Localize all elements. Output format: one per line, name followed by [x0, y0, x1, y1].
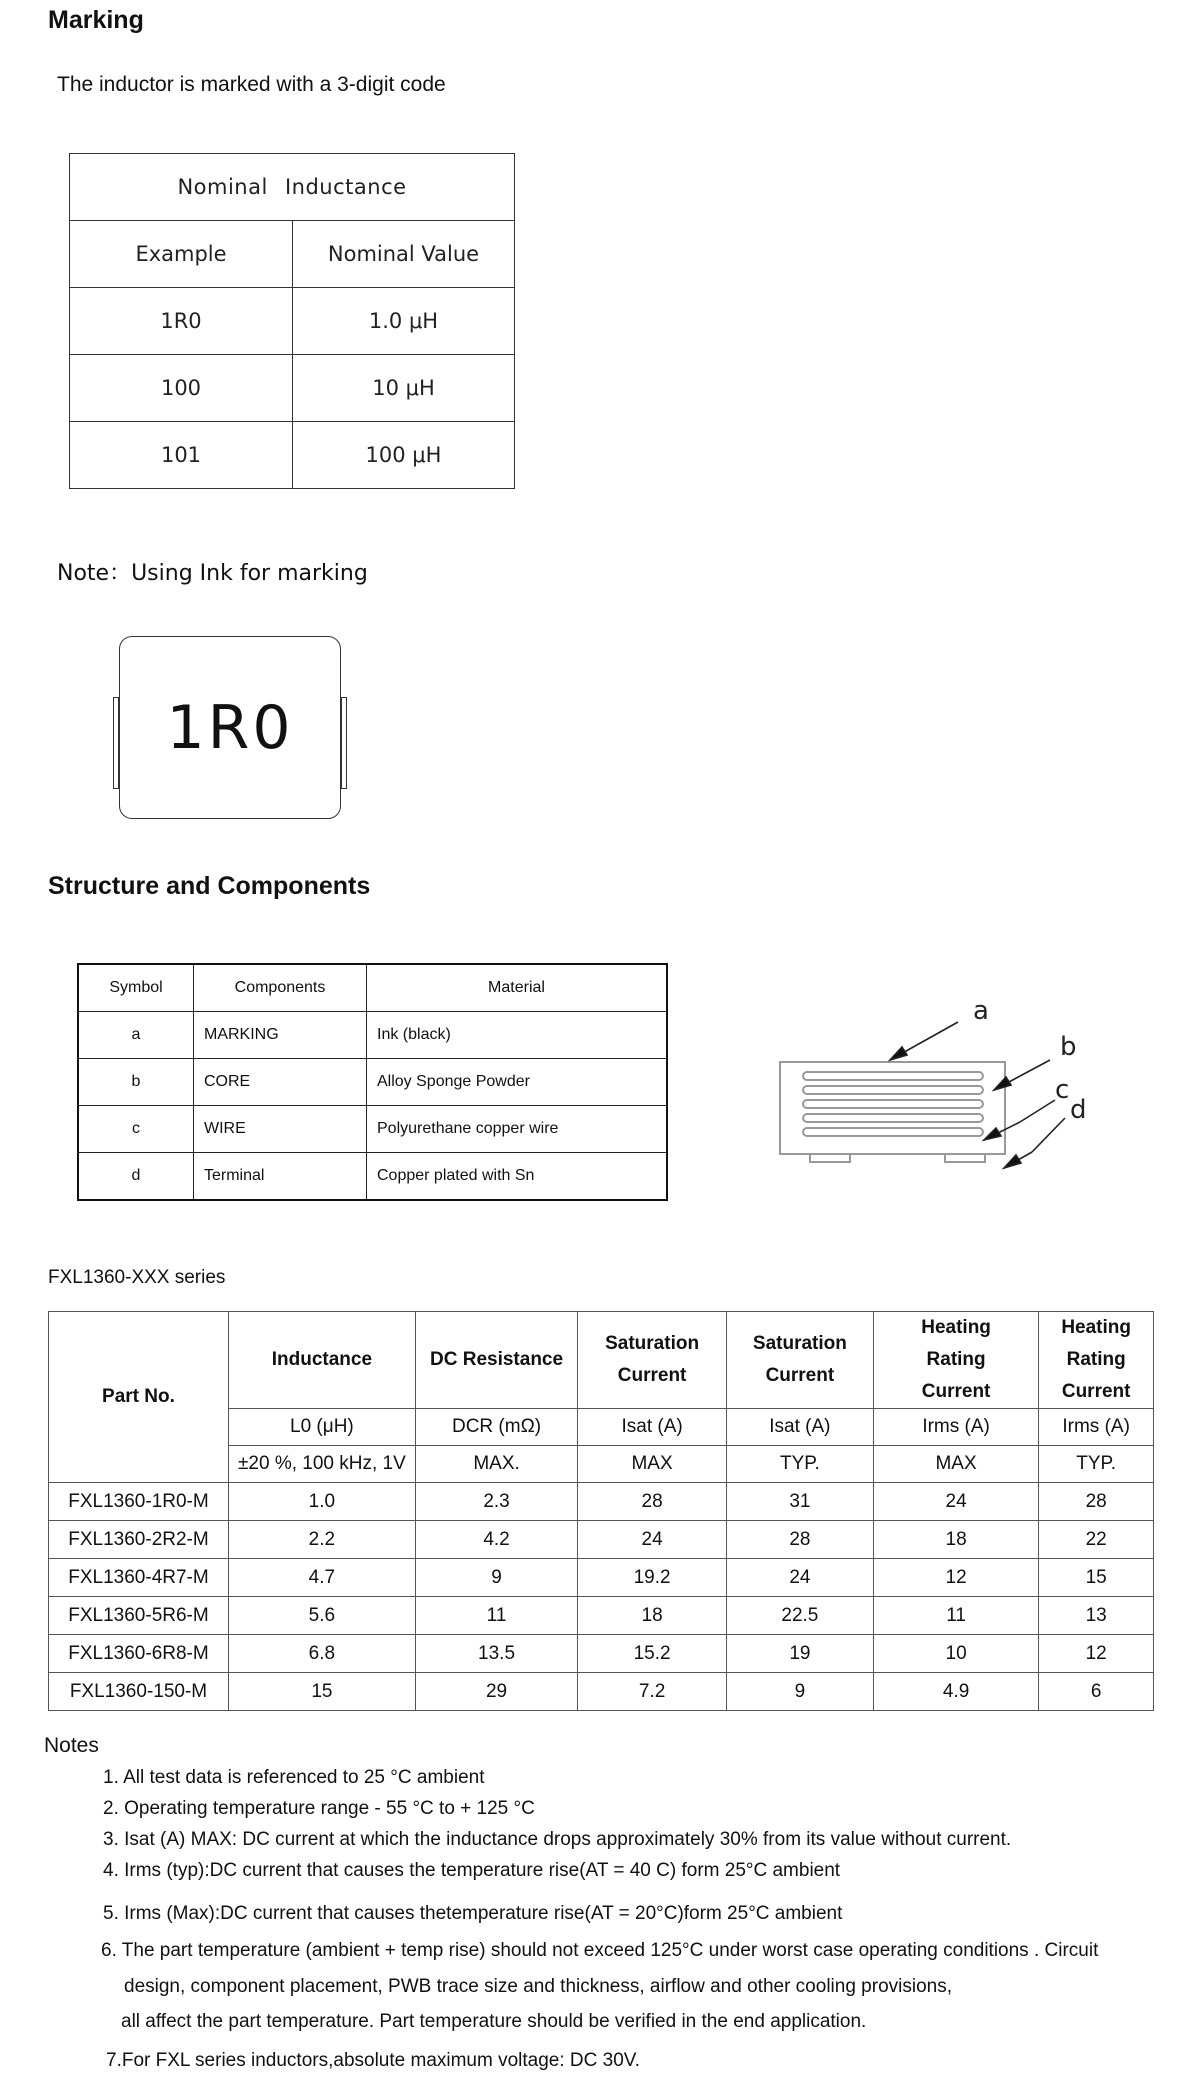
table-cell: 9 — [726, 1673, 873, 1711]
diagram-winding — [803, 1114, 983, 1122]
unit-cell: Irms (A) — [1039, 1409, 1154, 1446]
condition-cell: ±20 %, 100 kHz, 1V — [228, 1446, 415, 1483]
table-cell: 1R0 — [70, 288, 293, 355]
table-row — [49, 1312, 1154, 1409]
table-cell: 28 — [726, 1521, 873, 1559]
condition-cell: TYP. — [1039, 1446, 1154, 1483]
part-number-cell: FXL1360-150-M — [49, 1673, 229, 1711]
table-cell: 2.2 — [228, 1521, 415, 1559]
table-row — [49, 1597, 1154, 1635]
unit-cell: DCR (mΩ) — [415, 1409, 577, 1446]
table-cell: 100 μH — [293, 422, 515, 489]
note-item-continued: design, component placement, PWB trace size and thickness, airflow and other cooling provisions, — [124, 1976, 952, 1997]
table-row — [70, 154, 515, 221]
structure-components-table — [77, 963, 668, 1201]
table-cell: a — [78, 1012, 194, 1059]
chip-terminal-right — [341, 697, 347, 789]
note-item: 3. Isat (A) MAX: DC current at which the inductance drops approximately 30% from its value without current. — [103, 1829, 1012, 1850]
condition-cell: TYP. — [726, 1446, 873, 1483]
table-row — [78, 964, 667, 1012]
column-header-inductance: Inductance — [228, 1312, 415, 1409]
diagram-winding — [803, 1086, 983, 1094]
table-row — [49, 1483, 1154, 1521]
unit-cell: Irms (A) — [873, 1409, 1038, 1446]
note-item: 2. Operating temperature range - 55 °C to + 125 °C — [103, 1798, 535, 1819]
diagram-label-d: d — [1070, 1095, 1087, 1125]
condition-cell: MAX. — [415, 1446, 577, 1483]
condition-cell: MAX — [873, 1446, 1038, 1483]
part-number-cell: FXL1360-2R2-M — [49, 1521, 229, 1559]
table-cell: 4.9 — [873, 1673, 1038, 1711]
table-cell: 28 — [1039, 1483, 1154, 1521]
structure-heading: Structure and Components — [48, 872, 371, 900]
table-cell: d — [78, 1153, 194, 1201]
diagram-label-b: b — [1060, 1032, 1077, 1062]
table-cell: 4.7 — [228, 1559, 415, 1597]
notes-heading: Notes — [44, 1734, 99, 1757]
chip-marking-code: 1R0 — [166, 692, 294, 763]
table-cell: 13.5 — [415, 1635, 577, 1673]
series-title: FXL1360-XXX series — [48, 1267, 226, 1288]
diagram-terminal-left — [810, 1154, 850, 1162]
table-cell: 18 — [578, 1597, 727, 1635]
table-cell: 24 — [726, 1559, 873, 1597]
note-item: 7.For FXL series inductors,absolute maximum voltage: DC 30V. — [106, 2050, 640, 2071]
table-cell: 12 — [1039, 1635, 1154, 1673]
column-header-example: Example — [70, 221, 293, 288]
column-header-part-no: Part No. — [49, 1312, 229, 1483]
unit-cell: L0 (μH) — [228, 1409, 415, 1446]
table-cell: 15 — [1039, 1559, 1154, 1597]
arrowhead-b — [994, 1077, 1011, 1090]
table-cell: 15 — [228, 1673, 415, 1711]
diagram-winding — [803, 1100, 983, 1108]
table-cell: 7.2 — [578, 1673, 727, 1711]
table-row — [78, 1106, 667, 1153]
unit-cell: Isat (A) — [726, 1409, 873, 1446]
table-row — [78, 1012, 667, 1059]
table-cell: 1.0 μH — [293, 288, 515, 355]
arrowhead-a — [890, 1047, 907, 1060]
electrical-characteristics-table — [48, 1311, 1154, 1711]
inductor-cross-section-diagram — [770, 990, 1110, 1180]
diagram-terminal-right — [945, 1154, 985, 1162]
table-row — [49, 1521, 1154, 1559]
table-cell: 11 — [415, 1597, 577, 1635]
arrowhead-d — [1004, 1155, 1021, 1168]
table-cell: b — [78, 1059, 194, 1106]
table-cell: 15.2 — [578, 1635, 727, 1673]
table-cell: 100 — [70, 355, 293, 422]
table-cell: MARKING — [194, 1012, 367, 1059]
table-cell: 28 — [578, 1483, 727, 1521]
table-row — [78, 1059, 667, 1106]
table-cell: 5.6 — [228, 1597, 415, 1635]
table-cell: 24 — [578, 1521, 727, 1559]
table-cell: c — [78, 1106, 194, 1153]
part-number-cell: FXL1360-5R6-M — [49, 1597, 229, 1635]
table-cell: WIRE — [194, 1106, 367, 1153]
marking-heading: Marking — [48, 6, 144, 34]
note-item: 1. All test data is referenced to 25 °C ambient — [103, 1767, 485, 1788]
diagram-winding — [803, 1072, 983, 1080]
column-header-symbol: Symbol — [78, 964, 194, 1012]
table-row — [70, 221, 515, 288]
table-cell: Terminal — [194, 1153, 367, 1201]
leader-line-c — [1020, 1100, 1055, 1122]
column-header-material: Material — [367, 964, 668, 1012]
table-row — [70, 422, 515, 489]
table-cell: 31 — [726, 1483, 873, 1521]
condition-cell: MAX — [578, 1446, 727, 1483]
table-cell: 1.0 — [228, 1483, 415, 1521]
table-cell: CORE — [194, 1059, 367, 1106]
table-cell: Copper plated with Sn — [367, 1153, 668, 1201]
column-header-heating-typ: Heating Rating Current — [1039, 1312, 1154, 1409]
table-cell: 10 μH — [293, 355, 515, 422]
table-row — [49, 1635, 1154, 1673]
diagram-label-a: a — [973, 996, 989, 1026]
part-number-cell: FXL1360-4R7-M — [49, 1559, 229, 1597]
table-row — [49, 1559, 1154, 1597]
note-item: 4. Irms (typ):DC current that causes the temperature rise(AT = 40 C) form 25°C ambient — [103, 1860, 841, 1881]
table-row — [49, 1673, 1154, 1711]
column-header-saturation-max: Saturation Current — [578, 1312, 727, 1409]
column-header-heating-max: Heating Rating Current — [873, 1312, 1038, 1409]
marking-intro: The inductor is marked with a 3-digit code — [57, 73, 446, 96]
table-cell: 2.3 — [415, 1483, 577, 1521]
column-header-saturation-typ: Saturation Current — [726, 1312, 873, 1409]
column-header-dc-resistance: DC Resistance — [415, 1312, 577, 1409]
table-cell: 6 — [1039, 1673, 1154, 1711]
table-cell: 19.2 — [578, 1559, 727, 1597]
note-item: 6. The part temperature (ambient + temp rise) should not exceed 125°C under worst case operating conditions . Circuit — [101, 1940, 1099, 1961]
table-cell: 6.8 — [228, 1635, 415, 1673]
nominal-inductance-table — [69, 153, 515, 489]
table-cell: 10 — [873, 1635, 1038, 1673]
note-item-continued: all affect the part temperature. Part temperature should be verified in the end application. — [121, 2011, 867, 2032]
table-cell: 12 — [873, 1559, 1038, 1597]
table-cell: Alloy Sponge Powder — [367, 1059, 668, 1106]
marking-chip-illustration — [119, 636, 341, 819]
table-cell: 4.2 — [415, 1521, 577, 1559]
table-cell: Polyurethane copper wire — [367, 1106, 668, 1153]
table-cell: 11 — [873, 1597, 1038, 1635]
table-cell: 18 — [873, 1521, 1038, 1559]
table-cell: 13 — [1039, 1597, 1154, 1635]
unit-cell: Isat (A) — [578, 1409, 727, 1446]
marking-note: Note：Using Ink for marking — [57, 561, 368, 586]
part-number-cell: FXL1360-6R8-M — [49, 1635, 229, 1673]
table-cell: 22 — [1039, 1521, 1154, 1559]
nominal-table-title: Nominal Inductance — [70, 154, 515, 221]
table-cell: 9 — [415, 1559, 577, 1597]
table-cell: 24 — [873, 1483, 1038, 1521]
leader-line-d — [1032, 1118, 1065, 1152]
part-number-cell: FXL1360-1R0-M — [49, 1483, 229, 1521]
table-row — [70, 355, 515, 422]
column-header-nominal-value: Nominal Value — [293, 221, 515, 288]
table-cell: 19 — [726, 1635, 873, 1673]
diagram-label-c: c — [1055, 1075, 1070, 1105]
column-header-components: Components — [194, 964, 367, 1012]
table-cell: Ink (black) — [367, 1012, 668, 1059]
note-item: 5. Irms (Max):DC current that causes thetemperature rise(AT = 20°C)form 25°C ambient — [103, 1903, 843, 1924]
table-cell: 101 — [70, 422, 293, 489]
table-row — [70, 288, 515, 355]
diagram-winding — [803, 1128, 983, 1136]
table-cell: 22.5 — [726, 1597, 873, 1635]
table-row — [78, 1153, 667, 1201]
arrowhead-c — [984, 1128, 1001, 1140]
table-cell: 29 — [415, 1673, 577, 1711]
